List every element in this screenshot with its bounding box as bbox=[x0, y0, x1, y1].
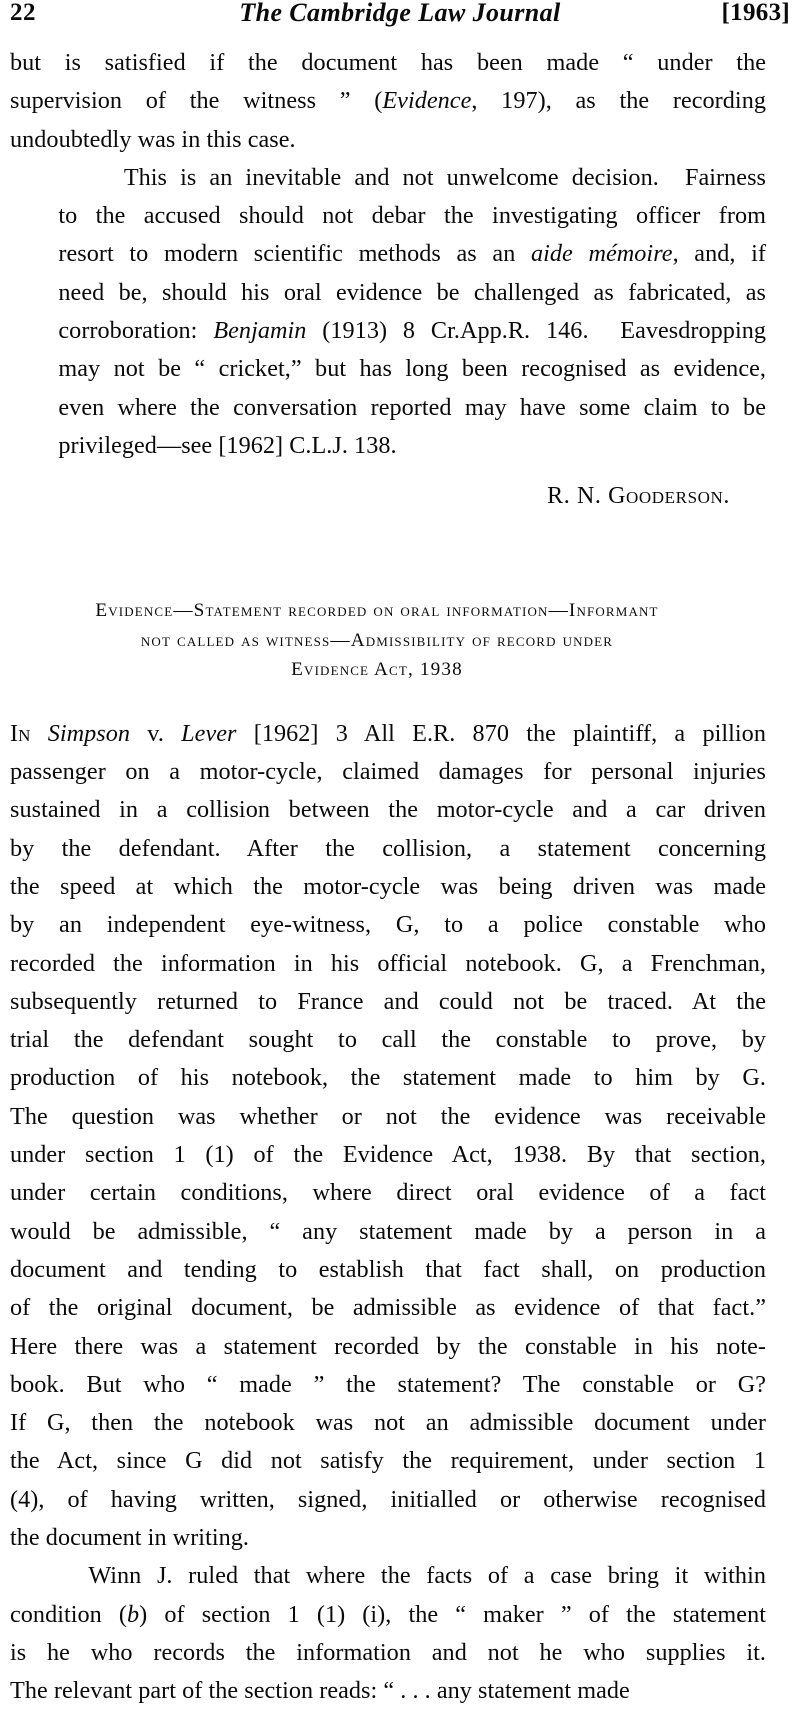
page-folio-number: 22 bbox=[10, 0, 36, 26]
text-line: under certain conditions, where direct oral evidence of a fact bbox=[10, 1179, 766, 1207]
text-line: even where the conversation reported may have some claim to be bbox=[58, 393, 766, 421]
text-line: is he who records the information and not he who supplies it. bbox=[10, 1638, 766, 1666]
text-line: Winn J. ruled that where the facts of a case bring it within bbox=[10, 1562, 766, 1590]
spacer bbox=[0, 510, 800, 596]
case-citation-benjamin: Benjamin bbox=[213, 317, 307, 345]
case-name-simpson: Simpson bbox=[47, 719, 131, 747]
text-line: would be admissible, “ any statement made by a person in a bbox=[10, 1217, 766, 1245]
spacer bbox=[0, 465, 800, 473]
text-line: but is satisfied if the document has been made “ under the bbox=[10, 49, 766, 76]
text-line: subsequently returned to France and could not be traced. At the bbox=[10, 987, 766, 1015]
text-line: The question was whether or not the evidence was receivable bbox=[10, 1102, 766, 1130]
text-line: (4), of having written, signed, initialled or otherwise recognised bbox=[10, 1485, 766, 1513]
text-line: the document in writing. bbox=[10, 1524, 250, 1551]
text-line: sustained in a collision between the motor-cycle and a car driven bbox=[10, 796, 766, 824]
text-line: of the original document, be admissible as evidence of that fact.” bbox=[10, 1294, 766, 1322]
paragraph-inevitable-decision bbox=[10, 159, 766, 465]
text-line: This is an inevitable and not unwelcome decision. Fairness bbox=[58, 163, 766, 191]
article-end-body bbox=[10, 44, 766, 465]
spacer bbox=[0, 685, 800, 715]
paragraph-opening-smallcaps: In bbox=[10, 719, 31, 747]
text-line: may not be “ cricket,” but has long been recognised as evidence, bbox=[58, 355, 766, 383]
section-condition-letter: b bbox=[127, 1600, 140, 1628]
paragraph-case-facts bbox=[10, 715, 766, 1558]
text-line: If G, then the notebook was not an admissible document under bbox=[10, 1409, 766, 1437]
text-line: supervision of the witness ” (Evidence, 197), as the recording bbox=[10, 87, 766, 115]
text-line: book. But who “ made ” the statement? The constable or G? bbox=[10, 1370, 766, 1398]
text-line: under section 1 (1) of the Evidence Act, 1938. By that section, bbox=[10, 1141, 766, 1169]
text-line: need be, should his oral evidence be challenged as fabricated, as bbox=[58, 278, 766, 306]
text-line: condition (b) of section 1 (1) (i), the “ maker ” of the statement bbox=[10, 1600, 766, 1628]
text-line: by the defendant. After the collision, a statement concerning bbox=[10, 834, 766, 862]
latin-phrase-aide-memoire: aide mémoire bbox=[530, 240, 673, 268]
text-line: to the accused should not debar the investigating officer from bbox=[58, 202, 766, 230]
text-line: passenger on a motor-cycle, claimed damages for personal injuries bbox=[10, 758, 766, 786]
heading-line: not called as witness—Admissibility of record under bbox=[140, 629, 614, 651]
text-line: corroboration: Benjamin (1913) 8 Cr.App.R. 146. Eavesdropping bbox=[58, 317, 766, 345]
text-line: resort to modern scientific methods as an aide mémoire, and, if bbox=[58, 240, 766, 268]
text-line: In Simpson v. Lever [1962] 3 All E.R. 870 the plaintiff, a pillion bbox=[10, 719, 766, 747]
text-line: The relevant part of the section reads: “ . . . any statement made bbox=[10, 1677, 630, 1705]
text-line: production of his notebook, the statement made to him by G. bbox=[10, 1064, 766, 1092]
text-line: document and tending to establish that fact shall, on production bbox=[10, 1255, 766, 1283]
text-line: trial the defendant sought to call the constable to prove, by bbox=[10, 1026, 766, 1054]
text-line: the Act, since G did not satisfy the requirement, under section 1 bbox=[10, 1447, 766, 1475]
paragraph-continued bbox=[10, 44, 766, 159]
volume-year: [1963] bbox=[721, 0, 790, 26]
author-signature: R. N. Gooderson. bbox=[547, 483, 730, 510]
running-head bbox=[10, 0, 790, 44]
heading-line: Evidence—Statement recorded on oral information—Informant bbox=[95, 600, 659, 622]
text-line: the speed at which the motor-cycle was being driven was made bbox=[10, 872, 766, 900]
case-note-heading bbox=[10, 596, 744, 685]
heading-line: Evidence Act, 1938 bbox=[291, 659, 463, 681]
text-line: Here there was a statement recorded by the constable in his note- bbox=[10, 1332, 766, 1360]
case-title-evidence: Evidence bbox=[382, 87, 472, 115]
text-line: privileged—see [1962] C.L.J. 138. bbox=[58, 431, 397, 459]
journal-title: The Cambridge Law Journal bbox=[239, 0, 561, 27]
text-line: recorded the information in his official notebook. G, a Frenchman, bbox=[10, 949, 766, 977]
case-name-lever: Lever bbox=[181, 719, 237, 747]
text-line: undoubtedly was in this case. bbox=[10, 125, 296, 153]
text-line: by an independent eye-witness, G, to a police constable who bbox=[10, 911, 766, 939]
paragraph-winn-j-ruling bbox=[10, 1557, 766, 1710]
case-note-body bbox=[10, 715, 766, 1710]
